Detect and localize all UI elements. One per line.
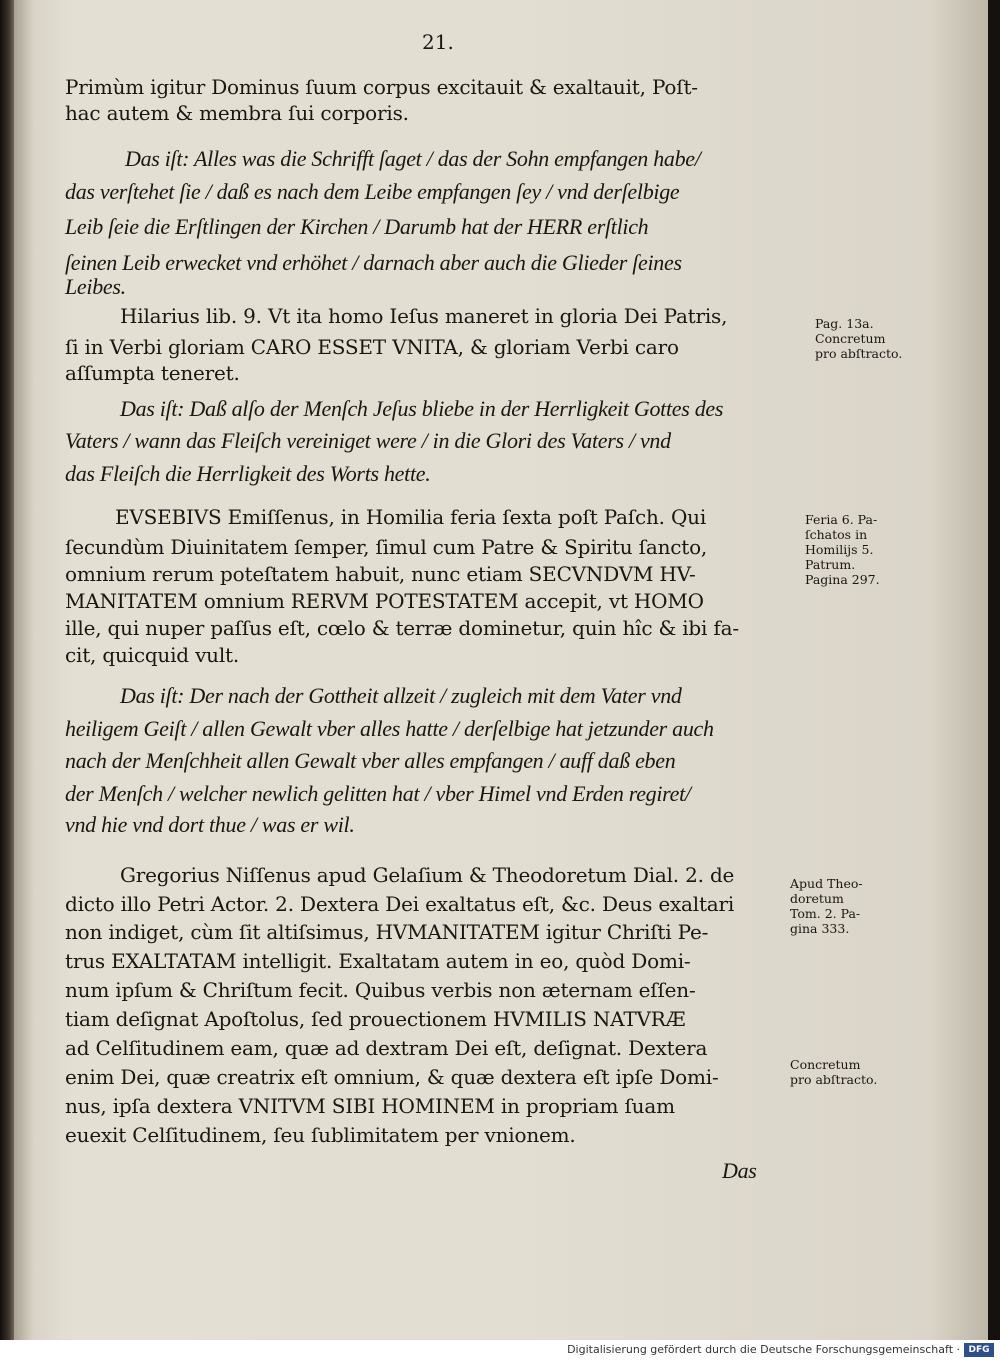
digitization-credit-bar [0,1340,1000,1361]
paper-sheet [14,0,988,1340]
margin-note-line: Homilijs 5. [805,542,874,557]
margin-note-line: Pag. 13a. [815,316,874,331]
text-line: Vaters / wann das Fleiſch vereiniget were / in die Glori des Vaters / vnd [65,428,671,453]
margin-note [790,1057,877,1087]
text-line: Primùm igitur Dominus ſuum corpus excitauit & exaltauit, Poſt- [65,75,698,99]
text-line: Das iſt: Alles was die Schrifft ſaget / das der Sohn empfangen habe/ [125,146,701,171]
text-line: Das iſt: Der nach der Gottheit allzeit / zugleich mit dem Vater vnd [120,683,682,708]
margin-note-line: ſchatos in [805,527,868,542]
text-line: das Fleiſch die Herrligkeit des Worts hette. [65,461,431,486]
text-line: tiam deſignat Apoſtolus, ſed prouectionem HVMILIS NATVRÆ [65,1007,686,1031]
text-line: Gregorius Niſſenus apud Gelaſium & Theodoretum Dial. 2. de [120,863,735,887]
text-line: aſſumpta teneret. [65,361,240,385]
text-line: vnd hie vnd dort thue / was er wil. [65,812,355,837]
margin-note-line: Feria 6. Pa- [805,512,878,527]
text-line: ſecundùm Diuinitatem ſemper, ſimul cum Patre & Spiritu ſancto, [65,535,708,559]
text-line: dicto illo Petri Actor. 2. Dextera Dei exaltatus eſt, &c. Deus exaltari [65,892,735,916]
text-line: ſi in Verbi gloriam CARO ESSET VNITA, & gloriam Verbi caro [65,335,679,359]
margin-note [790,876,863,936]
text-line: trus EXALTATAM intelligit. Exaltatam autem in eo, quòd Domi- [65,949,691,973]
book-binding-edge [0,0,14,1340]
text-line: Hilarius lib. 9. Vt ita homo Ieſus maneret in gloria Dei Patris, [120,304,728,328]
text-line: Das iſt: Daß alſo der Menſch Jeſus bliebe in der Herrligkeit Gottes des [120,396,724,421]
text-line: euexit Celſitudinem, ſeu ſublimitatem per vnionem. [65,1123,576,1147]
text-line: num ipſum & Chriſtum fecit. Quibus verbis non æternam eſſen- [65,978,696,1002]
text-line: ſeinen Leib erwecket vnd erhöhet / darnach aber auch die Glieder ſeines [65,250,682,275]
dfg-logo: DFG [964,1343,994,1357]
margin-note-line: doretum [790,891,844,906]
margin-note-line: gina 333. [790,921,850,936]
margin-note-line: Concretum [790,1057,861,1072]
margin-note-line: Apud Theo- [790,876,863,891]
folio-number: 21. [422,30,454,54]
text-line: nach der Menſchheit allen Gewalt vber alles empfangen / auff daß eben [65,748,676,773]
text-line: enim Dei, quæ creatrix eſt omnium, & quæ dextera eſt ipſe Domi- [65,1065,719,1089]
margin-note-line: pro abſtracto. [790,1072,878,1087]
margin-note [805,512,880,587]
text-line: cit, quicquid vult. [65,643,240,667]
margin-note [815,316,902,361]
catchword: Das [722,1158,757,1183]
text-line: Leibes. [65,274,126,299]
text-line: MANITATEM omnium RERVM POTESTATEM accepit, vt HOMO [65,589,704,613]
text-line: omnium rerum poteſtatem habuit, nunc etiam SECVNDVM HV- [65,562,696,586]
text-line: ad Celſitudinem eam, quæ ad dextram Dei eſt, deſignat. Dextera [65,1036,708,1060]
text-line: hac autem & membra ſui corporis. [65,101,409,125]
text-line: nus, ipſa dextera VNITVM SIBI HOMINEM in propriam ſuam [65,1094,675,1118]
text-line: ille, qui nuper paſſus eſt, cœlo & terræ dominetur, quin hîc & ibi fa- [65,616,739,640]
text-line: non indiget, cùm ſit altiſsimus, HVMANITATEM igitur Chriſti Pe- [65,920,709,944]
text-line: das verſtehet ſie / daß es nach dem Leibe empfangen ſey / vnd derſelbige [65,179,680,204]
text-line: der Menſch / welcher newlich gelitten hat / vber Himel vnd Erden regiret/ [65,781,691,806]
margin-note-line: pro abſtracto. [815,346,903,361]
margin-note-line: Pagina 297. [805,572,880,587]
text-line: Leib ſeie die Erſtlingen der Kirchen / Darumb hat der HERR erſtlich [65,214,649,239]
margin-note-line: Tom. 2. Pa- [790,906,861,921]
text-line: EVSEBIVS Emiſſenus, in Homilia feria ſexta poſt Paſch. Qui [115,505,707,529]
text-line: heiligem Geiſt / allen Gewalt vber alles hatte / derſelbige hat jetzunder auch [65,716,714,741]
credit-text: Digitalisierung gefördert durch die Deutsche Forschungsgemeinschaft · [567,1343,960,1356]
margin-note-line: Patrum. [805,557,856,572]
margin-note-line: Concretum [815,331,886,346]
